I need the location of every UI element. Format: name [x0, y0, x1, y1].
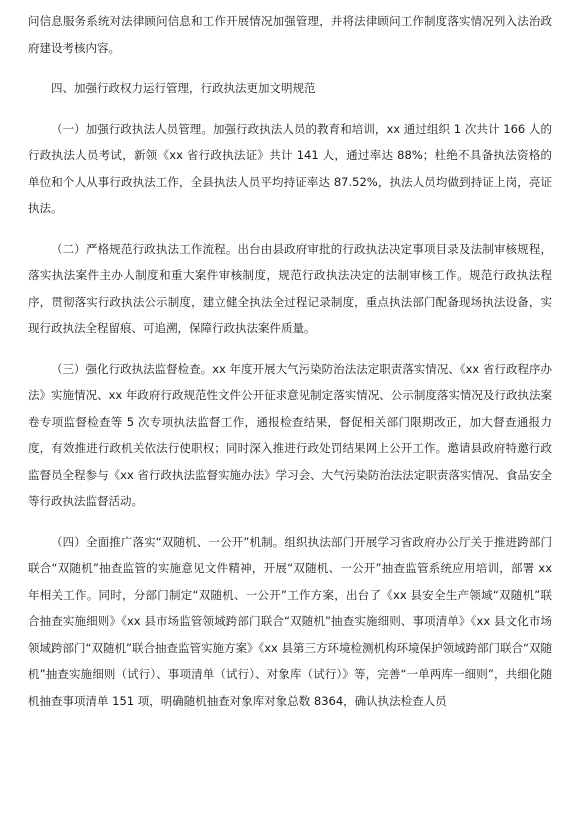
paragraph-2: （二）严格规范行政执法工作流程。出台由县政府审批的行政执法决定事项目录及法制审核规程，落实执法案件主办人制度和重大案件审核制度，规范行政执法决定的法制审核工作。规范行政执法程序，贯彻落实行政执法公示制度，建立健全执法全过程记录制度，重点执法部门配备现场执法设备，实现行政执法全程留痕、可追溯，保障行政执法案件质量。	[28, 241, 552, 335]
document-page	[28, 8, 552, 714]
section-heading: 四、加强行政权力运行管理，行政执法更加文明规范	[51, 81, 316, 95]
paragraph-3: （三）强化行政执法监督检查。xx 年度开展大气污染防治法法定职责落实情况、《xx 省行政程序办法》实施情况、xx 年政府行政规范性文件公开征求意见制定落实情况、公示制度落实情况及行政执法案卷专项监督检查等 5 次专项执法监督工作，通报检查结果，督促相关部门限期改正，加大督查通报力度，有效推进行政机关依法行使职权；同时深入推进行政处罚结果网上公开工作。邀请县政府特邀行政监督员全程参与《xx 省行政执法监督实施办法》学习会、大气污染防治法法定职责落实情况、食品安全等行政执法监督活动。	[28, 361, 552, 508]
paragraph-4: （四）全面推广落实“双随机、一公开”机制。组织执法部门开展学习省政府办公厅关于推进跨部门联合“双随机”抽查监管的实施意见文件精神，开展“双随机、一公开”抽查监管系统应用培训，部署 xx 年相关工作。同时，分部门制定“双随机、一公开”工作方案，出台了《xx 县安全生产领域“双随机”联合抽查实施细则》《xx 县市场监管领域跨部门联合“双随机”抽查实施细则、事项清单》《xx 县文化市场领域跨部门“双随机”联合抽查监管实施方案》《xx 县第三方环境检测机构环境保护领域跨部门联合“双随机”抽查实施细则（试行）、事项清单（试行）、对象库（试行）》等，完善“一单两库一细则”，共细化随机抽查事项清单 151 项，明确随机抽查对象库对象总数 8364，确认执法检查人员	[28, 534, 552, 708]
paragraph-continuation: 问信息服务系统对法律顾问信息和工作开展情况加强管理，并将法律顾问工作制度落实情况列入法治政府建设考核内容。	[28, 14, 552, 55]
paragraph-1: （一）加强行政执法人员管理。加强行政执法人员的教育和培训，xx 通过组织 1 次共计 166 人的行政执法人员考试，新领《xx 省行政执法证》共计 141 人，通过率达 88%；杜绝不具备执法资格的单位和个人从事行政执法工作，全县执法人员平均持证率达 87.52%，执法人员均做到持证上岗，亮证执法。	[28, 121, 552, 215]
